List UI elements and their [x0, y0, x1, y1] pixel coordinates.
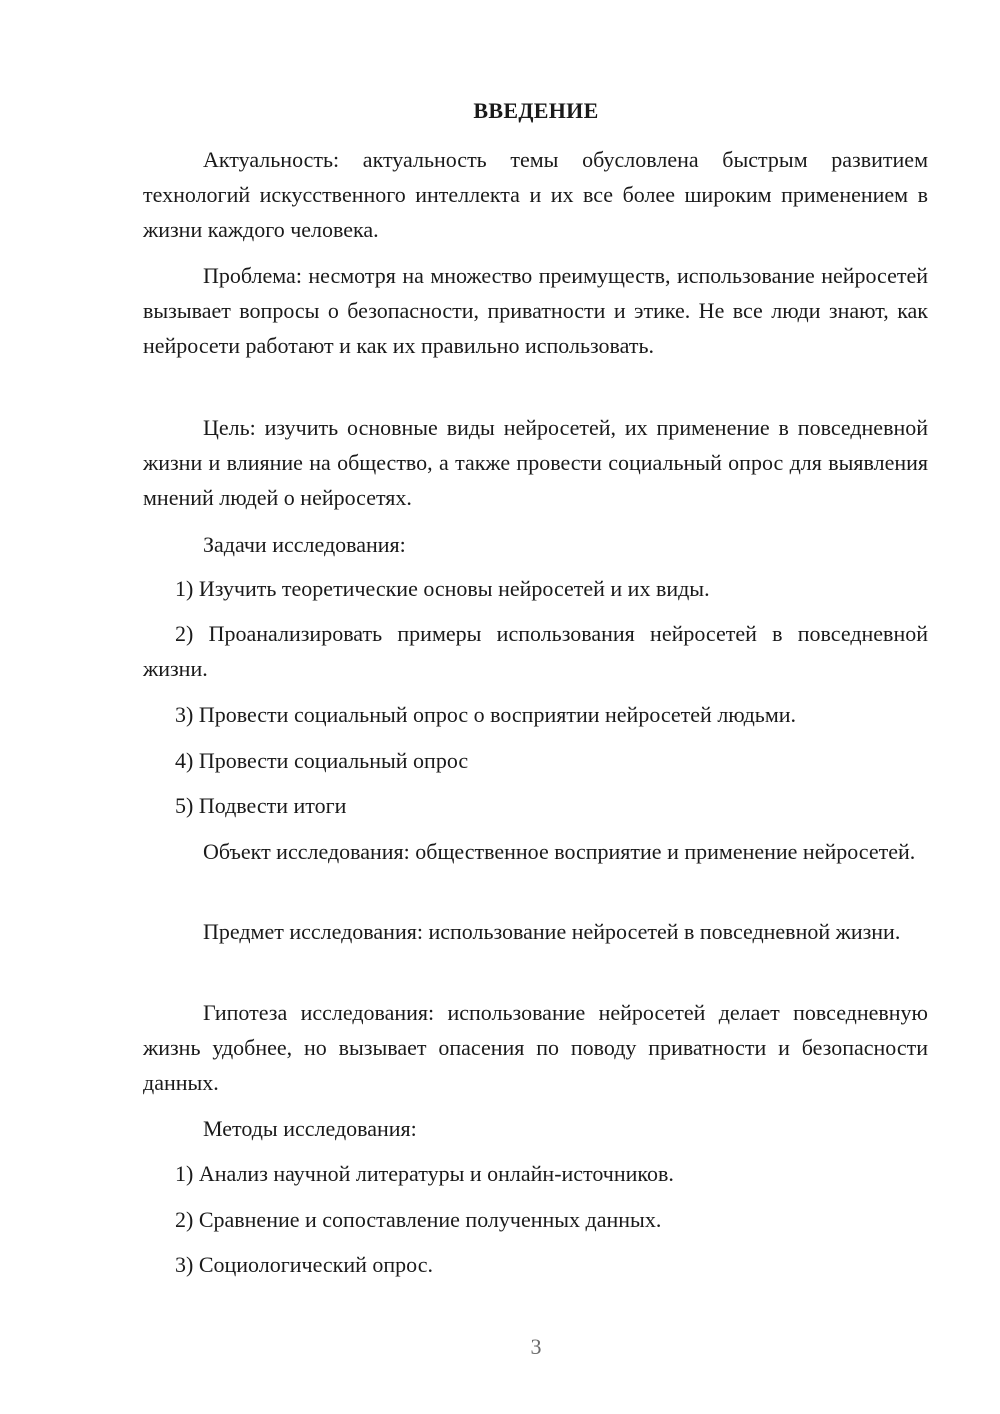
task-item-4: 4) Провести социальный опрос: [175, 748, 469, 773]
page-number: 3: [530, 1334, 542, 1359]
task-item-3: 3) Провести социальный опрос о восприятии нейросетей людьми.: [175, 702, 797, 727]
paragraph-relevance: Актуальность: актуальность темы обусловлена быстрым развитием технологий искусственного интеллекта и их все более широким применением в жизни каждого человека.: [143, 147, 928, 242]
task-item-5: 5) Подвести итоги: [175, 793, 347, 818]
method-item-3: 3) Социологический опрос.: [175, 1252, 433, 1277]
methods-heading: Методы исследования:: [203, 1116, 417, 1141]
paragraph-subject: Предмет исследования: использование нейросетей в повседневной жизни.: [203, 919, 901, 944]
task-item-2: 2) Проанализировать примеры использования нейросетей в повседневной жизни.: [143, 621, 928, 681]
task-item-1: 1) Изучить теоретические основы нейросетей и их виды.: [175, 576, 710, 601]
page-title: ВВЕДЕНИЕ: [473, 98, 599, 123]
paragraph-object: Объект исследования: общественное восприятие и применение нейросетей.: [203, 839, 916, 864]
method-item-2: 2) Сравнение и сопоставление полученных данных.: [175, 1207, 662, 1232]
paragraph-hypothesis: Гипотеза исследования: использование нейросетей делает повседневную жизнь удобнее, но вызывает опасения по поводу приватности и безопасности данных.: [143, 1000, 928, 1095]
method-item-1: 1) Анализ научной литературы и онлайн-источников.: [175, 1161, 674, 1186]
tasks-heading: Задачи исследования:: [203, 532, 406, 557]
paragraph-goal: Цель: изучить основные виды нейросетей, их применение в повседневной жизни и влияние на общество, а также провести социальный опрос для выявления мнений людей о нейросетях.: [143, 415, 928, 510]
paragraph-problem: Проблема: несмотря на множество преимуществ, использование нейросетей вызывает вопросы о безопасности, приватности и этике. Не все люди знают, как нейросети работают и как их правильно использовать.: [143, 263, 928, 358]
